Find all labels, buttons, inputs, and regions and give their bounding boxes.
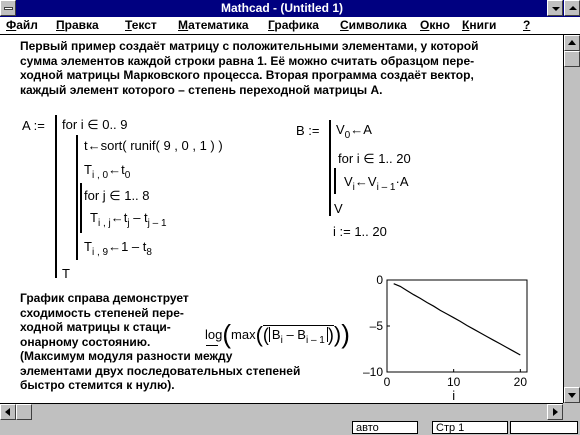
program-a-for-outer[interactable]: for i ∈ 0.. 9	[62, 117, 128, 132]
program-b-for-bar	[334, 168, 336, 194]
program-b-v0-line[interactable]: $V_0\leftarrow A$	[336, 122, 372, 141]
series-line	[394, 284, 521, 355]
arrow-left-icon	[5, 408, 10, 416]
scroll-down-button[interactable]	[564, 387, 580, 403]
x-tick-label: 10	[446, 375, 461, 389]
vertical-scrollbar[interactable]	[563, 35, 580, 403]
minimize-icon	[552, 7, 560, 11]
range-definition[interactable]: i := 1.. 20	[333, 224, 387, 239]
menu-text[interactable]: Текст	[125, 18, 157, 32]
y-tick-label: 0	[376, 273, 383, 287]
menu-math[interactable]: Математика	[178, 18, 249, 32]
x-axis-label: i	[452, 388, 456, 403]
program-a-sort-line[interactable]: t←sort( runif( 9 , 0 , 1 ) )	[84, 138, 223, 153]
menu-window[interactable]: Окно	[420, 18, 450, 32]
x-tick-label: 0	[383, 375, 391, 389]
arrow-right-icon	[553, 408, 558, 416]
horizontal-scroll-thumb[interactable]	[16, 404, 32, 420]
menu-file[interactable]: Файл	[6, 18, 38, 32]
maximize-icon	[569, 6, 577, 10]
menu-books[interactable]: Книги	[462, 18, 497, 32]
program-b-for-line[interactable]: for i ∈ 1.. 20	[338, 151, 411, 166]
program-a-for-body-bar	[76, 135, 78, 260]
program-a-t0-line[interactable]: $T_{i , 0}\leftarrow t_0$	[84, 162, 131, 181]
program-a-result[interactable]: T	[62, 266, 70, 281]
program-a-for-inner[interactable]: for j ∈ 1.. 8	[84, 188, 150, 203]
status-bar	[0, 420, 580, 435]
status-page: Стр 1	[432, 421, 508, 434]
scroll-up-button[interactable]	[564, 35, 580, 51]
menu-graphics[interactable]: Графика	[268, 18, 319, 32]
convergence-plot[interactable]	[355, 272, 535, 412]
plot-frame	[387, 280, 527, 372]
program-a-bar	[55, 115, 57, 278]
arrow-up-icon	[568, 40, 576, 45]
program-a-tij-line[interactable]: $T_{i , j}\leftarrow t_j - t_{j - 1}$	[90, 210, 167, 229]
title-bar[interactable]	[0, 0, 580, 17]
program-a-inner-bar	[80, 183, 82, 233]
window-title: Mathcad - (Untitled 1)	[221, 1, 343, 15]
maximize-button[interactable]	[564, 0, 580, 16]
menu-help[interactable]: ?	[523, 18, 531, 32]
scroll-left-button[interactable]	[0, 404, 16, 420]
menu-edit[interactable]: Правка	[56, 18, 99, 32]
program-a-name[interactable]: A :=	[22, 118, 45, 133]
x-tick-label: 20	[513, 375, 528, 389]
menu-symbolics[interactable]: Символика	[340, 18, 407, 32]
program-b-bar	[329, 120, 331, 216]
program-a-t9-line[interactable]: $T_{i , 9}\leftarrow 1 - t_8$	[84, 239, 152, 258]
horizontal-scrollbar[interactable]	[0, 403, 563, 420]
system-menu-icon	[4, 7, 13, 10]
scroll-right-button[interactable]	[547, 404, 563, 420]
program-b-name[interactable]: B :=	[296, 123, 320, 138]
arrow-down-icon	[568, 393, 576, 398]
status-empty	[510, 421, 578, 434]
menu-bar	[0, 17, 580, 35]
plot-y-placeholder-line	[206, 345, 218, 346]
graph-description[interactable]: График справа демонструет сходимость степеней пере- ходной матрицы к стаци- онарному состоянию. (Максимум модуля разности между элементами двух последовательных степеней быстро стемится к нулю).	[20, 291, 301, 392]
system-menu-button[interactable]	[0, 0, 16, 16]
program-b-vi-line[interactable]: $V_i\leftarrow V_{i - 1}\cdot A$	[344, 174, 409, 193]
scrollbar-corner	[563, 403, 580, 420]
vertical-scroll-thumb[interactable]	[564, 51, 580, 67]
status-mode: авто	[352, 421, 418, 434]
program-b-result[interactable]: V	[334, 201, 343, 216]
y-tick-label: –10	[362, 365, 383, 379]
intro-text[interactable]: Первый пример создаёт матрицу с положительными элементами, у которой сумма элементов каждой строки равна 1. Её можно считать образцом пере- ходной матрицы Марковского процесса. Вторая программа создаёт вектор, каждый элемент которого – степень переходной матрицы A.	[20, 39, 479, 97]
plot-y-expression[interactable]: log(max(( $B_i - B_{i - 1}$ )))	[205, 319, 350, 349]
minimize-button[interactable]	[547, 0, 563, 16]
y-tick-label: –5	[369, 319, 383, 333]
